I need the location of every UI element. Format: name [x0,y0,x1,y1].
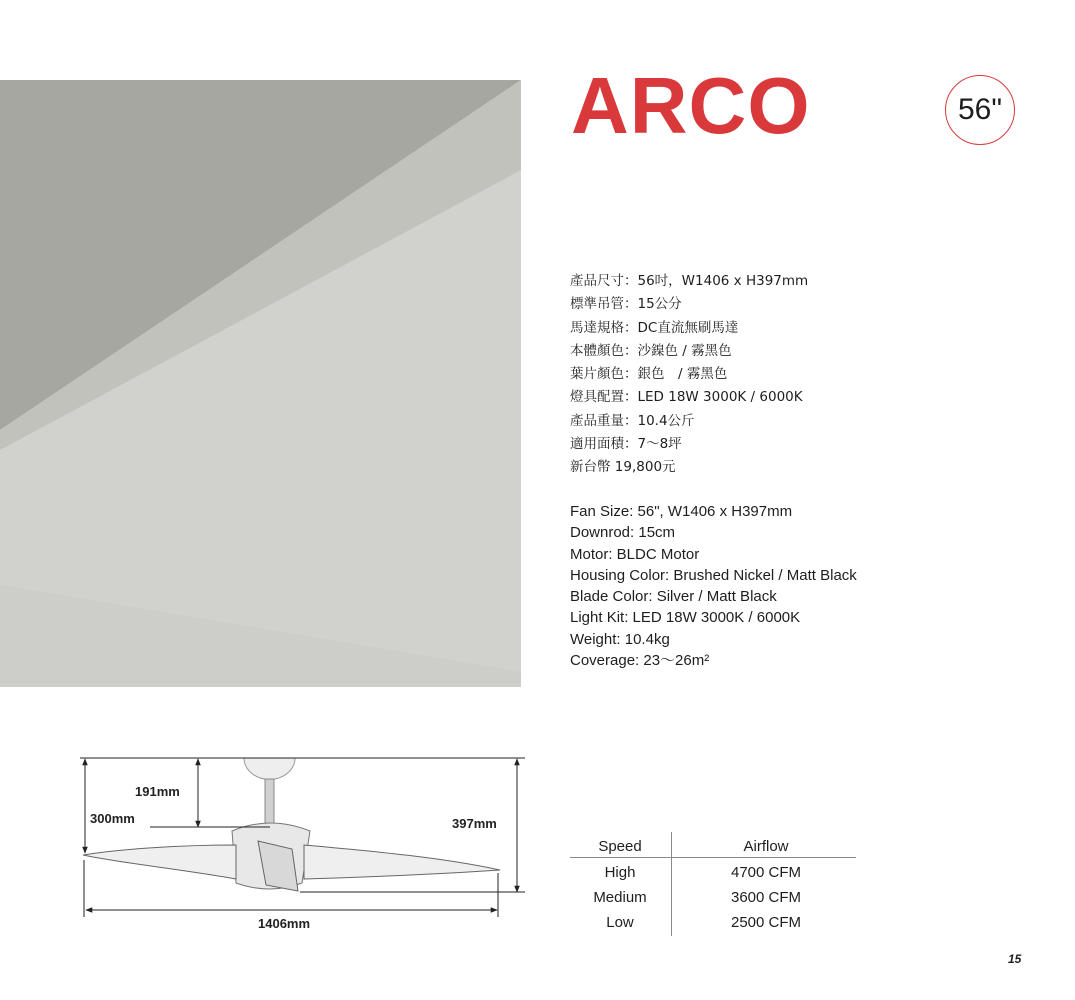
airflow-cell: 2500 CFM [730,914,802,931]
blade-right [304,845,500,879]
table-row [568,860,856,885]
dimension-diagram [70,745,540,945]
spec-en-item: Housing Color: Brushed Nickel / Matt Black [570,566,857,584]
spec-zh-item: 馬達規格：DC直流無刷馬達 [570,319,739,336]
spec-en-item: Motor: BLDC Motor [570,545,700,563]
speed-cell: Medium [593,889,647,906]
product-title: ARCO [571,61,811,150]
spec-en-item: Fan Size: 56", W1406 x H397mm [570,503,793,520]
spec-en-item: Weight: 10.4kg [570,630,670,648]
spec-zh-item: 燈具配置：LED 18W 3000K / 6000K [570,389,803,406]
spec-zh-item: 產品尺寸：56吋，W1406 x H397mm [570,273,809,289]
airflow-column-header: Airflow [743,838,789,855]
airflow-cell: 3600 CFM [730,889,802,906]
canopy [244,758,295,779]
fan-drawing [83,758,500,891]
speed-cell: Low [606,914,634,931]
spec-en-item: Coverage: 23～26m² [570,652,710,670]
spec-zh-item: 適用面積：7～8坪 [570,436,682,453]
downrod [265,779,274,825]
spec-list-english [570,501,857,671]
blade-left [83,845,236,879]
dim-label-downrod: 191mm [135,784,180,799]
dim-label-ceiling: 300mm [90,811,135,826]
spec-zh-price: 新台幣 19,800元 [570,459,676,476]
airflow-table [568,832,856,936]
airflow-header-row [568,834,856,859]
airflow-cell: 4700 CFM [730,864,802,881]
speed-column-header: Speed [598,838,642,855]
spec-zh-item: 葉片顏色：銀色 / 霧黑色 [570,366,728,383]
speed-cell: High [604,864,636,881]
table-row [568,885,856,910]
size-badge: 56" [945,75,1015,145]
spec-en-item: Light Kit: LED 18W 3000K / 6000K [570,609,801,627]
header-divider [570,857,856,858]
hero-room-image [0,80,521,687]
spec-zh-item: 產品重量：10.4公斤 [570,412,695,429]
dim-label-diameter: 1406mm [258,916,311,931]
page-number: 15 [1008,952,1022,966]
table-row [568,910,856,935]
dim-label-height: 397mm [452,816,497,831]
spec-en-item: Blade Color: Silver / Matt Black [570,588,777,606]
spec-en-item: Downrod: 15cm [570,524,676,542]
spec-zh-item: 本體顏色：沙鎳色 / 霧黑色 [570,342,732,359]
spec-list-chinese [570,270,808,480]
spec-zh-item: 標準吊管：15公分 [570,296,682,313]
